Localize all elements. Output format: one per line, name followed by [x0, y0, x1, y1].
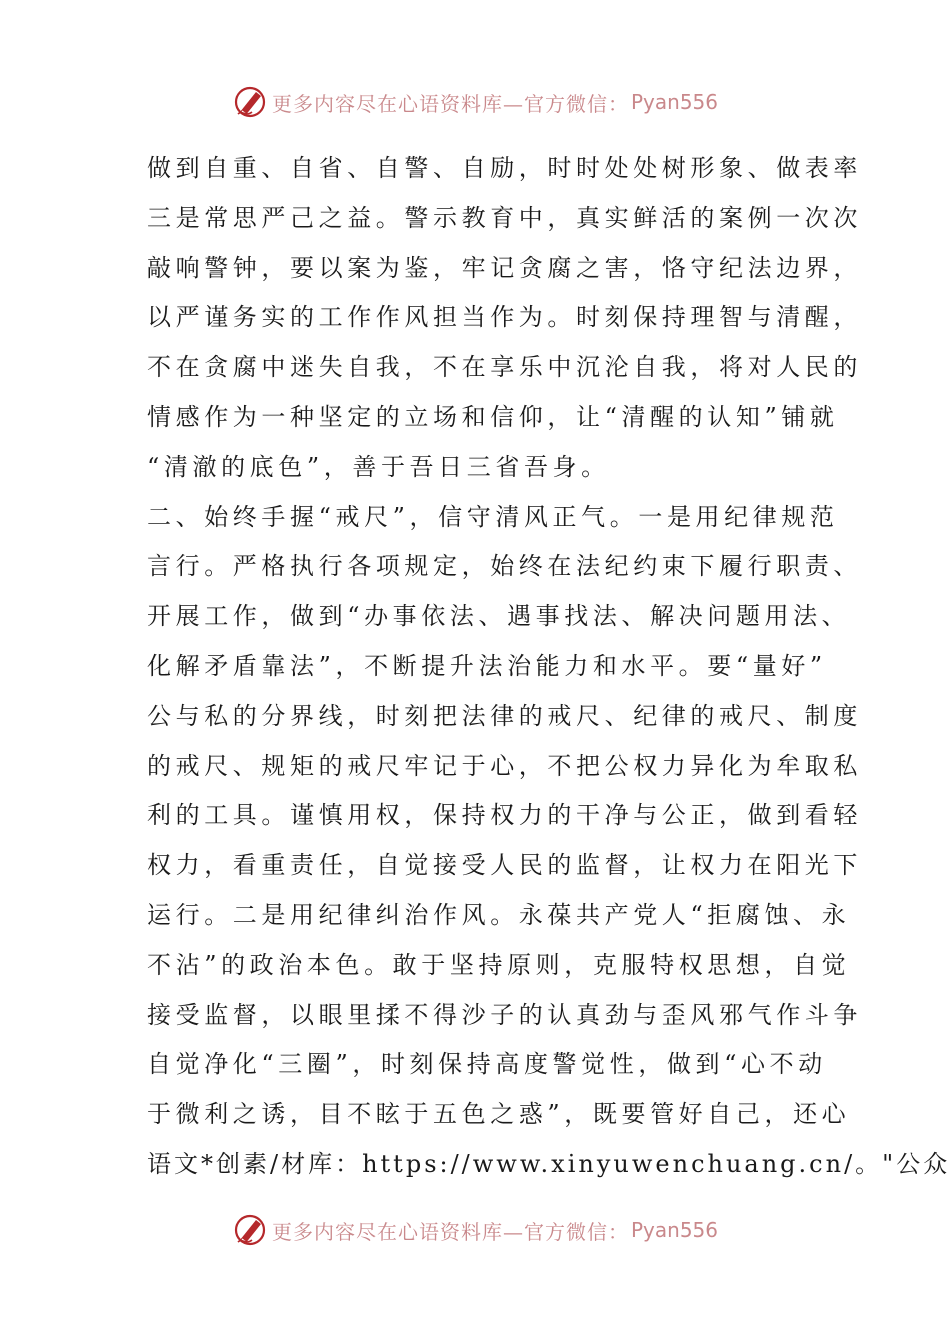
wechat-id: Pyan556 [630, 90, 718, 114]
body-line: 公与私的分界线，时刻把法律的戒尺、纪律的戒尺、制度 [147, 701, 862, 730]
banner-text: 更多内容尽在心语资料库—官方微信： [271, 91, 629, 116]
body-line: 开展工作，做到“办事依法、遇事找法、解决问题用法、 [147, 602, 851, 631]
body-line-with-url: 语文*创素/材库：https://www.xinyuwenchuang.cn/。"公众 [147, 1149, 950, 1178]
body-line: 以严谨务实的工作作风担当作为。时刻保持理智与清醒， [147, 303, 862, 332]
body-line: 三是常思严己之益。警示教育中，真实鲜活的案例一次次 [147, 203, 862, 232]
body-line: 的戒尺、规矩的戒尺牢记于心，不把公权力异化为牟取私 [147, 751, 862, 780]
body-line: 不沾”的政治本色。敢于坚持原则，克服特权思想，自觉 [147, 950, 851, 979]
footer-banner [0, 1210, 950, 1250]
body-line: 运行。二是用纪律纠治作风。永葆共产党人“拒腐蚀、永 [147, 900, 851, 929]
body-line: 不在贪腐中迷失自我，不在享乐中沉沦自我，将对人民的 [147, 353, 862, 382]
document-body [147, 144, 950, 1190]
body-line: 权力，看重责任，自觉接受人民的监督，让权力在阳光下 [147, 851, 862, 880]
body-line: 于微利之诱，目不眩于五色之惑”，既要管好自己，还心 [147, 1100, 851, 1129]
body-line: 敲响警钟，要以案为鉴，牢记贪腐之害，恪守纪法边界， [147, 253, 862, 282]
body-line: 利的工具。谨慎用权，保持权力的干净与公正，做到看轻 [147, 801, 862, 830]
body-line: 做到自重、自省、自警、自励，时时处处树形象、做表率 [147, 154, 862, 182]
pen-nib-logo-icon [232, 1212, 268, 1248]
wechat-id: Pyan556 [630, 1218, 718, 1242]
header-banner [0, 82, 950, 122]
pen-nib-logo-icon [232, 84, 268, 120]
body-line: 化解矛盾靠法”，不断提升法治能力和水平。要“量好” [147, 651, 827, 680]
banner-text: 更多内容尽在心语资料库—官方微信： [271, 1219, 629, 1244]
body-line: 接受监督，以眼里揉不得沙子的认真劲与歪风邪气作斗争 [147, 1000, 862, 1029]
body-line: 言行。严格执行各项规定，始终在法纪约束下履行职责、 [147, 552, 862, 581]
body-line: 自觉净化“三圈”，时刻保持高度警觉性，做到“心不动 [147, 1050, 827, 1079]
section-heading-line: 二、始终手握“戒尺”，信守清风正气。一是用纪律规范 [147, 502, 839, 531]
body-line: “清澈的底色”，善于吾日三省吾身。 [147, 452, 610, 481]
body-line: 情感作为一种坚定的立场和信仰，让“清醒的认知”铺就 [147, 402, 839, 431]
